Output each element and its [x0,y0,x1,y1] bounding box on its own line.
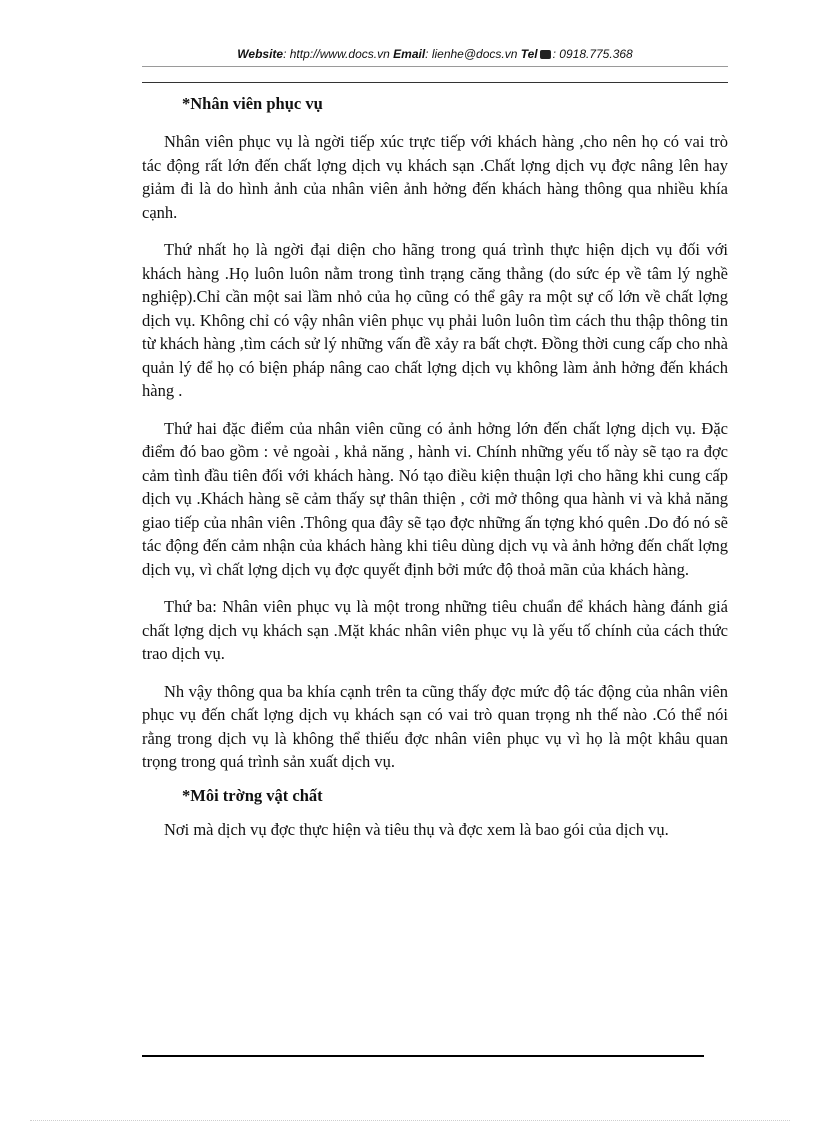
website-value: : http://www.docs.vn [283,47,390,61]
header-rule [142,82,728,83]
email-label: Email [393,47,426,61]
phone-icon [540,50,551,59]
tel-label: Tel [520,47,538,61]
email-value: : lienhe@docs.vn [425,47,518,61]
paragraph: Nơi mà dịch vụ đợc thực hiện và tiêu thụ và đợc xem là bao gói của dịch vụ. [164,819,669,839]
section-heading-staff: *Nhân viên phục vụ [182,94,323,113]
tel-value: : 0918.775.368 [552,47,633,61]
page-edge-dots [30,1120,790,1121]
paragraph: Thứ ba: Nhân viên phục vụ là một trong những tiêu chuẩn để khách hàng đánh giá chất lợng dịch vụ khách sạn .Mặt khác nhân viên phục vụ là yếu tố chính của cách thức trao dịch vụ. [142,597,728,663]
paragraph: Thứ hai đặc điểm của nhân viên cũng có ảnh hởng lớn đến chất lợng dịch vụ. Đặc điểm đó bao gồm : vẻ ngoài , khả năng , hành vi. Chính những yếu tố này sẽ tạo ra đợc cảm tình đầu tiên đối với khách hàng. Nó tạo điều kiện thuận lợi cho hãng khi cung cấp dịch vụ .Khách hàng sẽ cảm thấy sự thân thiện , cởi mở thông qua hành vi và khả năng giao tiếp của nhân viên .Thông qua đây sẽ tạo đợc những ấn tợng khó quên .Do đó nó sẽ tác động đến cảm nhận của khách hàng khi tiêu dùng dịch vụ và ảnh hởng đến chất lợng dịch vụ, vì chất lợng dịch vụ đợc quyết định bởi mức độ thoả mãn của khách hàng. [142,418,728,579]
section-heading-environment: *Môi trờng vật chất [182,785,323,805]
paragraph: Nhân viên phục vụ là ngời tiếp xúc trực tiếp với khách hàng ,cho nên họ có vai trò tác động rất lớn đến chất lợng dịch vụ khách sạn .Chất lợng dịch vụ đợc nâng lên hay giảm đi là do hình ảnh của nhân viên ảnh hởng đến khách hàng thông qua nhiều khía cạnh. [142,132,728,222]
paragraph: Thứ nhất họ là ngời đại diện cho hãng trong quá trình thực hiện dịch vụ đối với khách hàng .Họ luôn luôn nằm trong tình trạng căng thẳng (do sức ép về tâm lý nghề nghiệp).Chỉ cần một sai lầm nhỏ của họ cũng có thể gây ra một sự cố lớn về chất lợng dịch vụ. Không chỉ có vậy nhân viên phục vụ phải luôn luôn tìm cách thu thập thông tin từ khách hàng ,tìm cách sử lý những vấn đề xảy ra bất chợt. Đồng thời cung cấp cho nhà quản lý để họ có biện pháp nâng cao chất lợng dịch vụ không làm ảnh hởng đến khách hàng . [142,240,728,400]
page-header [142,44,728,67]
website-label: Website [237,47,284,61]
footer-rule [142,1055,704,1057]
document-body [142,92,728,841]
paragraph: Nh vậy thông qua ba khía cạnh trên ta cũng thấy đợc mức độ tác động của nhân viên phục vụ đến chất lợng dịch vụ khách sạn có vai trò quan trọng nh thế nào .Có thể nói rằng trong dịch vụ là không thể thiếu đợc nhân viên phục vụ vì họ là một khâu quan trọng trong quá trình sản xuất dịch vụ. [142,681,728,771]
